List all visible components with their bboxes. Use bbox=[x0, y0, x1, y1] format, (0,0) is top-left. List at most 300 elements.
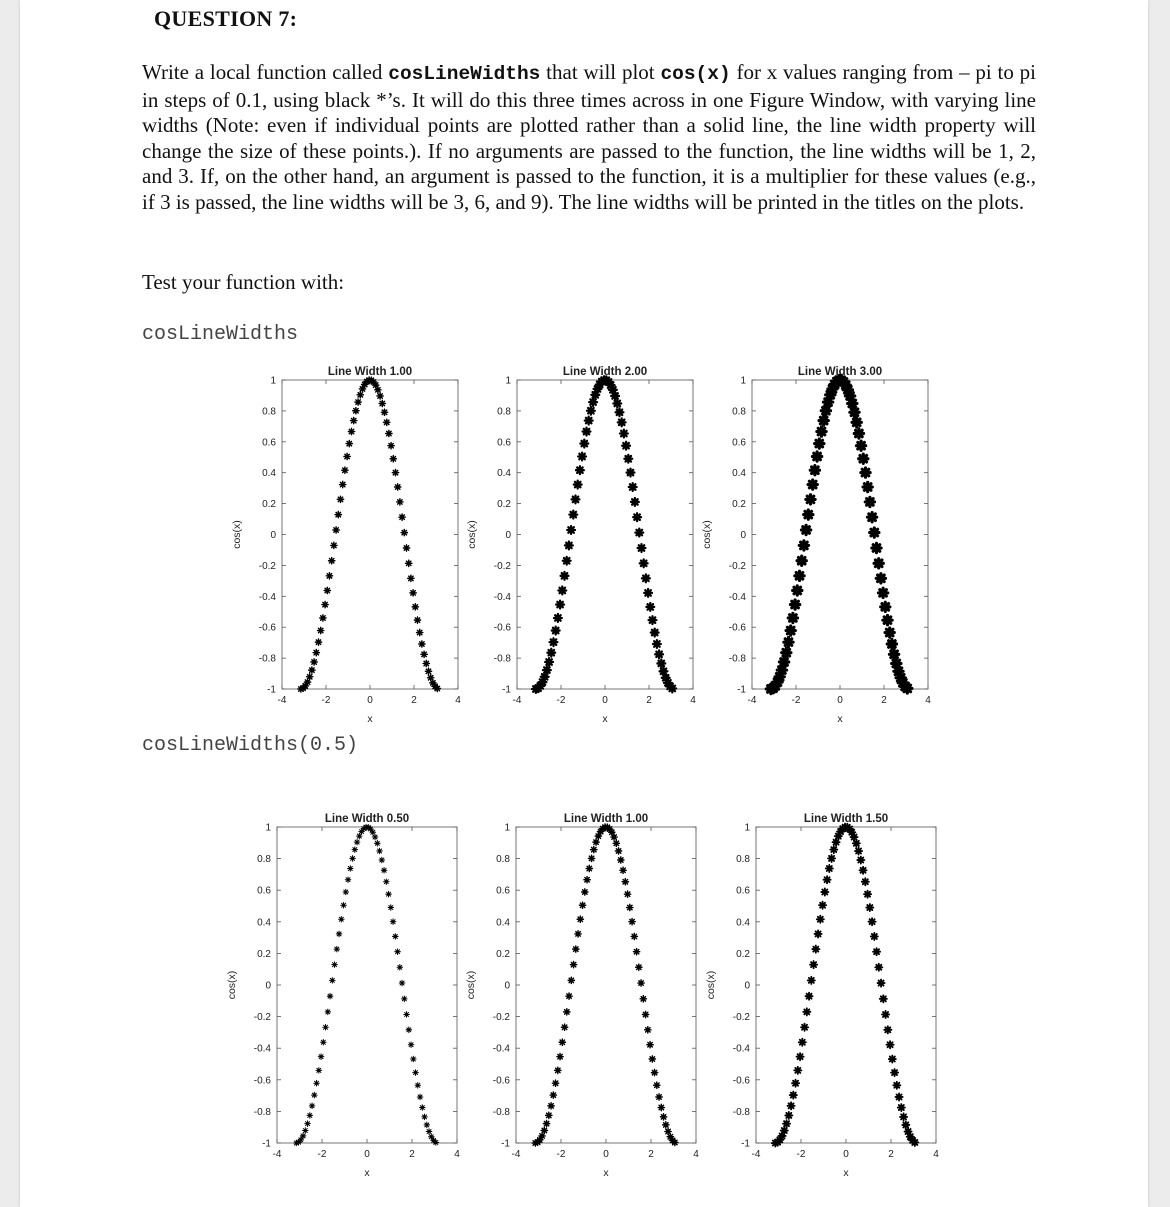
data-point bbox=[885, 628, 894, 637]
y-tick-label: -0.8 bbox=[253, 1106, 271, 1118]
data-point bbox=[793, 586, 802, 595]
data-point bbox=[871, 933, 878, 940]
data-point bbox=[399, 980, 405, 986]
x-tick-label: -4 bbox=[277, 695, 287, 706]
data-point bbox=[379, 400, 385, 406]
data-point bbox=[865, 497, 874, 506]
data-point bbox=[638, 980, 644, 986]
data-point bbox=[401, 529, 407, 535]
data-point bbox=[342, 467, 348, 473]
y-tick-label: -1 bbox=[741, 1138, 750, 1150]
data-point bbox=[375, 387, 381, 393]
x-tick-label: -2 bbox=[317, 1149, 327, 1160]
data-point bbox=[318, 627, 324, 633]
y-tick-label: -1 bbox=[501, 1138, 510, 1150]
data-point bbox=[863, 482, 872, 491]
data-point bbox=[340, 481, 346, 487]
x-tick-label: -2 bbox=[556, 1149, 566, 1160]
data-point bbox=[882, 1011, 889, 1018]
data-point bbox=[651, 629, 659, 637]
data-point bbox=[618, 418, 626, 426]
data-point bbox=[860, 867, 867, 874]
y-tick-label: -1 bbox=[267, 684, 276, 696]
data-point bbox=[633, 949, 639, 955]
y-tick-label: -1 bbox=[502, 684, 511, 696]
data-point bbox=[315, 639, 321, 645]
chart-panel bbox=[231, 366, 461, 725]
y-tick-label: 0 bbox=[740, 530, 746, 541]
x-tick-label: 4 bbox=[933, 1149, 939, 1160]
data-point bbox=[348, 428, 354, 434]
data-point bbox=[552, 627, 560, 635]
x-axis-label: x bbox=[603, 1167, 609, 1179]
data-point bbox=[896, 1093, 903, 1100]
chart-title: Line Width 1.00 bbox=[327, 366, 413, 378]
data-point bbox=[633, 513, 641, 521]
x-tick-label: 4 bbox=[693, 1149, 699, 1160]
data-point bbox=[410, 590, 416, 596]
data-point bbox=[611, 834, 617, 840]
paragraph-text: Write a local function called bbox=[142, 60, 389, 84]
y-tick-label: -0.4 bbox=[493, 591, 511, 603]
data-point bbox=[402, 996, 408, 1002]
y-tick-label: 0.4 bbox=[497, 468, 511, 480]
x-axis-label: x bbox=[843, 1167, 849, 1179]
y-tick-label: 1 bbox=[740, 375, 746, 387]
x-axis-label: x bbox=[367, 713, 373, 725]
data-point bbox=[406, 560, 412, 566]
y-tick-label: 0.8 bbox=[497, 406, 511, 418]
test-prompt: Test your function with: bbox=[142, 270, 345, 294]
data-point bbox=[561, 572, 569, 580]
x-tick-label: -4 bbox=[512, 695, 522, 706]
data-point bbox=[558, 587, 566, 595]
data-point bbox=[854, 429, 863, 438]
x-tick-label: 4 bbox=[925, 695, 931, 706]
x-tick-label: 0 bbox=[367, 695, 373, 706]
data-point bbox=[797, 556, 806, 565]
data-point bbox=[857, 857, 864, 864]
data-point bbox=[424, 1122, 430, 1128]
y-tick-label: 1 bbox=[505, 375, 511, 387]
data-point bbox=[311, 659, 317, 665]
data-point bbox=[651, 1069, 657, 1075]
x-tick-label: -2 bbox=[791, 695, 801, 706]
y-tick-label: -0.2 bbox=[258, 560, 276, 572]
cos-code: cos(x) bbox=[660, 63, 731, 85]
data-point bbox=[783, 1120, 790, 1127]
data-point bbox=[388, 905, 394, 911]
data-point bbox=[423, 660, 429, 666]
data-point bbox=[325, 1009, 331, 1015]
data-point bbox=[850, 408, 859, 417]
x-tick-label: -4 bbox=[272, 1149, 282, 1160]
data-point bbox=[806, 495, 815, 504]
data-point bbox=[874, 559, 883, 568]
data-point bbox=[911, 1139, 918, 1146]
data-point bbox=[384, 419, 390, 425]
data-point bbox=[318, 1054, 324, 1060]
data-point bbox=[388, 443, 394, 449]
data-point bbox=[883, 616, 892, 625]
data-point bbox=[801, 525, 810, 534]
x-tick-label: -4 bbox=[747, 695, 757, 706]
data-point bbox=[307, 1113, 313, 1119]
data-point bbox=[815, 930, 822, 937]
data-point bbox=[638, 544, 646, 552]
data-point bbox=[794, 1067, 801, 1074]
data-point bbox=[636, 964, 642, 970]
data-point bbox=[785, 1112, 792, 1119]
data-point bbox=[329, 558, 335, 564]
data-point bbox=[878, 980, 885, 987]
data-point bbox=[579, 902, 585, 908]
data-point bbox=[397, 499, 403, 505]
data-point bbox=[646, 603, 654, 611]
data-point bbox=[375, 841, 381, 847]
x-tick-label: 0 bbox=[837, 695, 843, 706]
data-point bbox=[434, 685, 440, 691]
data-point bbox=[307, 674, 313, 680]
data-point bbox=[321, 1039, 327, 1045]
y-tick-label: 0 bbox=[505, 530, 511, 541]
data-point bbox=[788, 1102, 795, 1109]
y-tick-label: 0.4 bbox=[496, 917, 510, 929]
y-axis-label: cos(x) bbox=[705, 970, 717, 1000]
data-point bbox=[433, 1140, 439, 1146]
x-tick-label: 0 bbox=[364, 1149, 370, 1160]
data-point bbox=[642, 1011, 648, 1017]
data-point bbox=[585, 417, 593, 425]
data-point bbox=[624, 455, 632, 463]
data-point bbox=[355, 399, 361, 405]
data-point bbox=[563, 557, 571, 565]
x-tick-label: -2 bbox=[796, 1149, 806, 1160]
x-tick-label: -2 bbox=[321, 695, 331, 706]
data-point bbox=[352, 847, 358, 853]
data-point bbox=[316, 1068, 322, 1074]
y-tick-label: -0.8 bbox=[493, 653, 511, 665]
data-point bbox=[889, 1056, 896, 1063]
data-point bbox=[548, 1103, 554, 1109]
y-tick-label: -0.8 bbox=[732, 1106, 750, 1118]
y-axis-label: cos(x) bbox=[465, 970, 477, 1000]
data-point bbox=[817, 916, 824, 923]
data-point bbox=[313, 650, 319, 656]
data-point bbox=[547, 649, 555, 657]
y-tick-label: 0.8 bbox=[496, 854, 510, 866]
x-axis-label: x bbox=[364, 1167, 370, 1179]
chart-panel bbox=[701, 366, 931, 725]
data-point bbox=[573, 946, 579, 952]
paragraph-text: for x values ranging from – pi to pi in steps of 0.1, using black *’s. It will do this three times across in one Figure Window, with varying line widths (Note: even if individual points are plotted rather than a solid line, the line width property will change the size of these points.). If no arguments are passed to the function, the line widths will be 1, 2, and 3. If, on the other hand, an argument is passed to the function, it is a multiplier for these values (e.g., if 3 is passed, the line widths will be 3, 6, and 9). The line widths will be printed in the titles on the plots. bbox=[142, 60, 1037, 214]
function-name-code: cosLineWidths bbox=[388, 63, 541, 85]
data-point bbox=[587, 407, 595, 415]
y-tick-label: 0.6 bbox=[496, 885, 510, 897]
data-point bbox=[620, 430, 628, 438]
y-tick-label: -1 bbox=[262, 1138, 271, 1150]
data-point bbox=[570, 961, 576, 967]
data-point bbox=[334, 946, 340, 952]
data-point bbox=[346, 440, 352, 446]
y-tick-label: 1 bbox=[265, 822, 271, 834]
y-axis-label: cos(x) bbox=[231, 520, 243, 549]
y-tick-label: 0.4 bbox=[257, 917, 271, 929]
data-point bbox=[622, 879, 628, 885]
data-point bbox=[622, 442, 630, 450]
data-point bbox=[377, 393, 383, 399]
chart-title: Line Width 1.00 bbox=[563, 813, 649, 825]
data-point bbox=[616, 408, 624, 416]
data-point bbox=[642, 574, 650, 582]
x-tick-label: 2 bbox=[646, 695, 652, 706]
data-point bbox=[550, 638, 558, 646]
data-point bbox=[543, 1121, 549, 1127]
data-point bbox=[417, 629, 423, 635]
data-point bbox=[891, 1069, 898, 1076]
data-point bbox=[790, 1092, 797, 1099]
data-point bbox=[345, 877, 351, 883]
y-tick-label: 0.8 bbox=[257, 854, 271, 866]
data-point bbox=[393, 934, 399, 940]
data-point bbox=[566, 993, 572, 999]
y-tick-label: -0.6 bbox=[493, 622, 511, 634]
x-tick-label: -2 bbox=[556, 695, 566, 706]
y-tick-label: 0.8 bbox=[262, 406, 276, 418]
y-tick-label: -0.4 bbox=[492, 1043, 510, 1055]
data-point bbox=[305, 1121, 311, 1127]
function-call-1: cosLineWidths bbox=[142, 323, 299, 346]
data-point bbox=[331, 542, 337, 548]
data-point bbox=[873, 948, 880, 955]
data-point bbox=[649, 616, 657, 624]
data-point bbox=[817, 427, 826, 436]
data-point bbox=[583, 428, 591, 436]
data-point bbox=[399, 514, 405, 520]
data-point bbox=[647, 1042, 653, 1048]
y-axis-label: cos(x) bbox=[701, 520, 713, 549]
y-tick-label: 0.2 bbox=[736, 948, 750, 960]
y-tick-label: 0.2 bbox=[262, 499, 276, 511]
data-point bbox=[779, 657, 788, 666]
data-point bbox=[803, 1008, 810, 1015]
y-tick-label: 0.6 bbox=[732, 437, 746, 449]
data-point bbox=[379, 857, 385, 863]
chart-panel bbox=[226, 813, 460, 1179]
data-point bbox=[324, 587, 330, 593]
data-point bbox=[815, 439, 824, 448]
y-tick-label: -1 bbox=[737, 684, 746, 696]
data-point bbox=[875, 964, 882, 971]
data-point bbox=[855, 847, 862, 854]
data-point bbox=[406, 1027, 412, 1033]
data-point bbox=[552, 1080, 558, 1086]
data-point bbox=[586, 865, 592, 871]
data-point bbox=[303, 1128, 309, 1134]
data-point bbox=[557, 1054, 563, 1060]
y-tick-label: -0.8 bbox=[492, 1106, 510, 1118]
y-axis-label: cos(x) bbox=[466, 520, 478, 549]
data-point bbox=[782, 648, 791, 657]
data-point bbox=[577, 916, 583, 922]
data-point bbox=[425, 668, 431, 674]
data-point bbox=[644, 589, 652, 597]
plot-frame bbox=[282, 380, 458, 689]
data-point bbox=[668, 685, 676, 693]
data-point bbox=[384, 879, 390, 885]
data-point bbox=[658, 1104, 664, 1110]
data-point bbox=[819, 416, 828, 425]
data-point bbox=[884, 1026, 891, 1033]
data-point bbox=[419, 641, 425, 647]
data-point bbox=[591, 846, 597, 852]
x-tick-label: 4 bbox=[690, 695, 696, 706]
x-tick-label: 2 bbox=[648, 1149, 654, 1160]
function-call-2: cosLineWidths(0.5) bbox=[142, 734, 359, 757]
data-point bbox=[568, 977, 574, 983]
x-tick-label: 2 bbox=[411, 695, 417, 706]
y-tick-label: 0.8 bbox=[736, 854, 750, 866]
chart-title: Line Width 0.50 bbox=[324, 813, 410, 825]
y-tick-label: 0.2 bbox=[496, 948, 510, 960]
data-point bbox=[878, 588, 887, 597]
data-point bbox=[866, 904, 873, 911]
data-point bbox=[804, 510, 813, 519]
y-tick-label: -0.6 bbox=[258, 622, 276, 634]
data-point bbox=[336, 931, 342, 937]
y-tick-label: -0.2 bbox=[732, 1012, 750, 1024]
data-point bbox=[869, 918, 876, 925]
data-point bbox=[339, 916, 345, 922]
x-axis-label: x bbox=[837, 713, 843, 725]
data-point bbox=[859, 454, 868, 463]
x-tick-label: -4 bbox=[511, 1149, 521, 1160]
data-point bbox=[828, 855, 835, 862]
data-point bbox=[541, 1127, 547, 1133]
data-point bbox=[808, 480, 817, 489]
data-point bbox=[309, 667, 315, 673]
data-point bbox=[613, 840, 619, 846]
data-point bbox=[792, 1080, 799, 1087]
y-tick-label: -0.6 bbox=[253, 1075, 271, 1087]
data-point bbox=[810, 961, 817, 968]
data-point bbox=[561, 1024, 567, 1030]
data-point bbox=[411, 1056, 417, 1062]
data-point bbox=[801, 1024, 808, 1031]
data-point bbox=[856, 441, 865, 450]
data-point bbox=[580, 440, 588, 448]
data-point bbox=[810, 466, 819, 475]
chart-panel bbox=[705, 813, 939, 1179]
x-tick-label: -4 bbox=[751, 1149, 761, 1160]
y-tick-label: 0.2 bbox=[497, 499, 511, 511]
y-tick-label: -0.6 bbox=[492, 1075, 510, 1087]
data-point bbox=[417, 1094, 423, 1100]
data-point bbox=[426, 1129, 432, 1135]
data-point bbox=[341, 902, 347, 908]
data-point bbox=[386, 891, 392, 897]
data-point bbox=[330, 978, 336, 984]
data-point bbox=[788, 613, 797, 622]
y-tick-label: -0.4 bbox=[258, 591, 276, 603]
data-point bbox=[631, 498, 639, 506]
data-point bbox=[404, 1012, 410, 1018]
data-point bbox=[620, 867, 626, 873]
data-point bbox=[852, 418, 861, 427]
y-tick-label: 0 bbox=[270, 530, 276, 541]
y-tick-label: -0.2 bbox=[492, 1012, 510, 1024]
data-point bbox=[327, 993, 333, 999]
plot-frame bbox=[516, 827, 696, 1143]
data-point bbox=[615, 848, 621, 854]
data-point bbox=[613, 400, 621, 408]
data-point bbox=[824, 876, 831, 883]
y-tick-label: 1 bbox=[504, 822, 510, 834]
data-point bbox=[808, 977, 815, 984]
data-point bbox=[386, 430, 392, 436]
y-tick-label: -0.2 bbox=[728, 560, 746, 572]
data-point bbox=[887, 1041, 894, 1048]
data-point bbox=[784, 637, 793, 646]
data-point bbox=[322, 601, 328, 607]
data-point bbox=[588, 855, 594, 861]
data-point bbox=[381, 409, 387, 415]
data-point bbox=[555, 1067, 561, 1073]
data-point bbox=[554, 614, 562, 622]
plot-frame bbox=[517, 380, 693, 689]
data-point bbox=[624, 891, 630, 897]
chart-title: Line Width 3.00 bbox=[797, 366, 883, 378]
y-tick-label: 0.6 bbox=[262, 437, 276, 449]
y-axis-label: cos(x) bbox=[226, 970, 238, 1000]
data-point bbox=[326, 573, 332, 579]
x-tick-label: 2 bbox=[409, 1149, 415, 1160]
data-point bbox=[390, 456, 396, 462]
data-point bbox=[395, 484, 401, 490]
y-tick-label: 0.4 bbox=[262, 468, 276, 480]
data-point bbox=[348, 866, 354, 872]
data-point bbox=[786, 626, 795, 635]
data-point bbox=[806, 993, 813, 1000]
data-point bbox=[645, 1027, 651, 1033]
x-tick-label: 2 bbox=[881, 695, 887, 706]
y-tick-label: -0.8 bbox=[728, 653, 746, 665]
data-point bbox=[627, 904, 633, 910]
data-point bbox=[415, 1083, 421, 1089]
data-point bbox=[351, 417, 357, 423]
data-point bbox=[880, 995, 887, 1002]
data-point bbox=[903, 684, 912, 693]
y-tick-label: 0.4 bbox=[732, 468, 746, 480]
data-point bbox=[343, 889, 349, 895]
data-point bbox=[559, 1039, 565, 1045]
data-point bbox=[420, 1105, 426, 1111]
data-point bbox=[350, 856, 356, 862]
data-point bbox=[582, 889, 588, 895]
data-point bbox=[574, 481, 582, 489]
data-point bbox=[332, 962, 338, 968]
data-point bbox=[565, 542, 573, 550]
chart-panel bbox=[466, 366, 696, 725]
data-point bbox=[812, 946, 819, 953]
data-point bbox=[545, 658, 553, 666]
data-point bbox=[881, 602, 890, 611]
plot-frame bbox=[756, 827, 936, 1143]
data-point bbox=[656, 1094, 662, 1100]
question-title: QUESTION 7: bbox=[154, 6, 298, 31]
data-point bbox=[546, 1112, 552, 1118]
data-point bbox=[861, 468, 870, 477]
